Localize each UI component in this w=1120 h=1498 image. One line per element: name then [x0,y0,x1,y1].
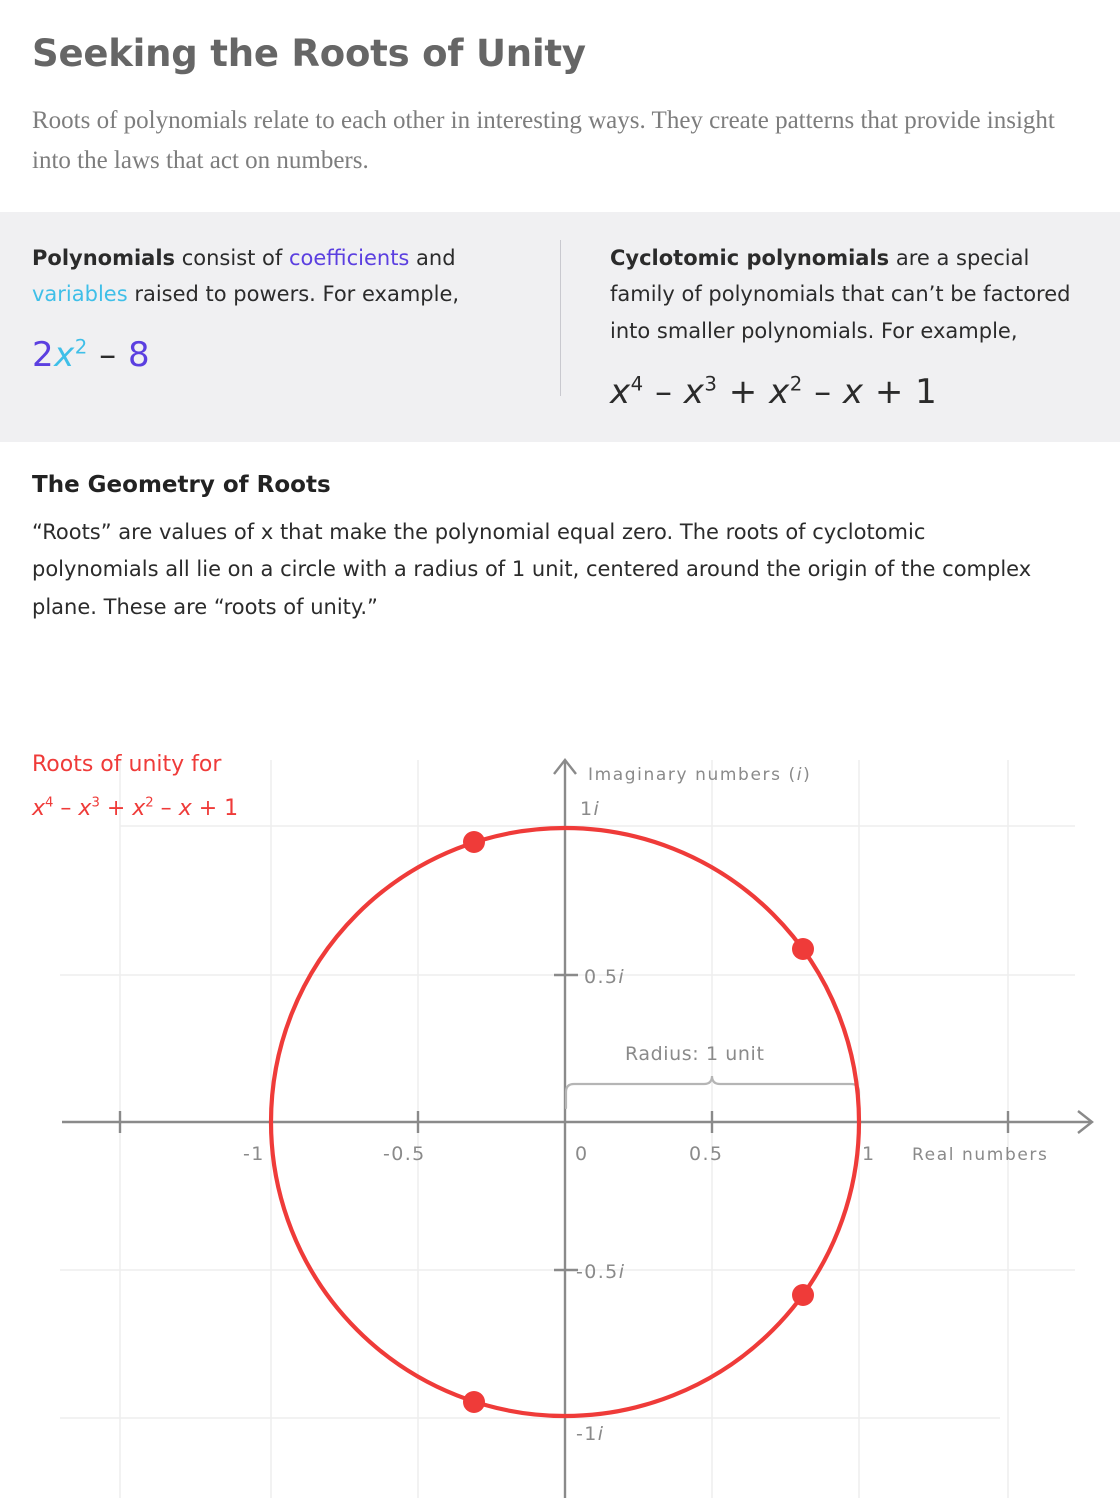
geometry-section-body: “Roots” are values of x that make the polynomial equal zero. The roots of cyclotomic polynomials all lie on a circle with a radius of 1 unit, centered around the origin of the complex plane. These are “roots of unity.” [32,519,1032,619]
cyclotomic-term: Cyclotomic polynomials [610,245,890,270]
root-point-36deg[interactable] [792,938,814,960]
chart-canvas [0,740,1120,1498]
real-axis [62,1111,1092,1133]
cyclotomic-definition-text [610,240,1088,350]
x-tick-label-1: 1 [862,1143,876,1165]
y-tick-label-1i: 1i [580,798,601,820]
page-subtitle: Roots of polynomials relate to each other in interesting ways. They create patterns that provide insight into the laws that act on numbers. [32,106,1055,175]
geometry-section-title: The Geometry of Roots [32,471,331,498]
cyclotomic-text: are a special family of polynomials that can’t be factored into smaller polynomials. For example, [610,245,1071,344]
chart-gridlines [60,760,1075,1498]
page-title: Seeking the Roots of Unity [32,32,586,75]
cyclotomic-example-formula [610,372,1088,412]
chart-legend-line-1: Roots of unity for [32,752,222,777]
real-axis-label: Real numbers [912,1145,1049,1165]
formula-exponent-2: 2 [74,335,88,359]
cyc-op-4: + [874,371,904,412]
coefficients-token: coefficients [288,245,410,270]
x-tick-label-0.5: 0.5 [689,1143,724,1165]
cyc-exp-4: 4 [630,372,644,396]
polynomial-example-formula [32,335,560,375]
cyc-op-3: – [814,371,832,412]
definition-card-polynomials [32,240,560,412]
geometry-section [0,442,1120,626]
x-tick-label-neg0.5: -0.5 [383,1143,426,1165]
root-point-108deg[interactable] [463,831,485,853]
x-tick-label-neg1: -1 [243,1143,265,1165]
imaginary-axis-label: Imaginary numbers (i) [588,765,812,785]
formula-operator-minus: – [99,335,117,376]
formula-variable-x: x [54,335,75,376]
radius-annotation-label: Radius: 1 unit [625,1043,765,1065]
y-tick-label-neg1i: -1i [576,1423,605,1445]
root-point-252deg[interactable] [463,1391,485,1413]
cyc-op-1: – [654,371,673,412]
y-tick-label-neg0.5i: -0.5i [576,1261,626,1283]
formula-coefficient-8: 8 [127,335,151,376]
polynomials-definition-text [32,240,462,314]
y-tick-label-0.5i: 0.5i [584,966,626,988]
chart-legend [32,754,238,821]
x-tick-label-0: 0 [575,1143,589,1165]
cyc-const-1: 1 [915,371,938,412]
definition-card-cyclotomic [560,240,1088,412]
cyc-op-2: + [728,371,758,412]
polynomials-text-2: and [409,245,456,270]
cyc-x2: x [683,371,705,412]
polynomials-text-3: raised to powers. For example, [127,282,460,307]
chart-legend-formula: $x^4 - x^3 + x^2 - x + 1$ [32,795,239,821]
cyc-exp-3: 3 [704,372,718,396]
variables-token: variables [32,282,128,307]
polynomials-term: Polynomials [32,245,176,270]
page-header [0,0,1120,182]
imaginary-axis [554,760,578,1498]
formula-coefficient-2: 2 [32,335,55,376]
cyc-exp-2: 2 [789,372,803,396]
complex-plane-chart [0,740,1120,1498]
definitions-panel [0,212,1120,442]
cyc-x3: x [769,371,790,412]
cyc-x1: x [610,371,631,412]
root-point-324deg[interactable] [792,1284,814,1306]
x-tick-labels [243,1143,876,1165]
cyc-x4: x [842,371,864,412]
polynomials-text-1: consist of [175,245,289,270]
